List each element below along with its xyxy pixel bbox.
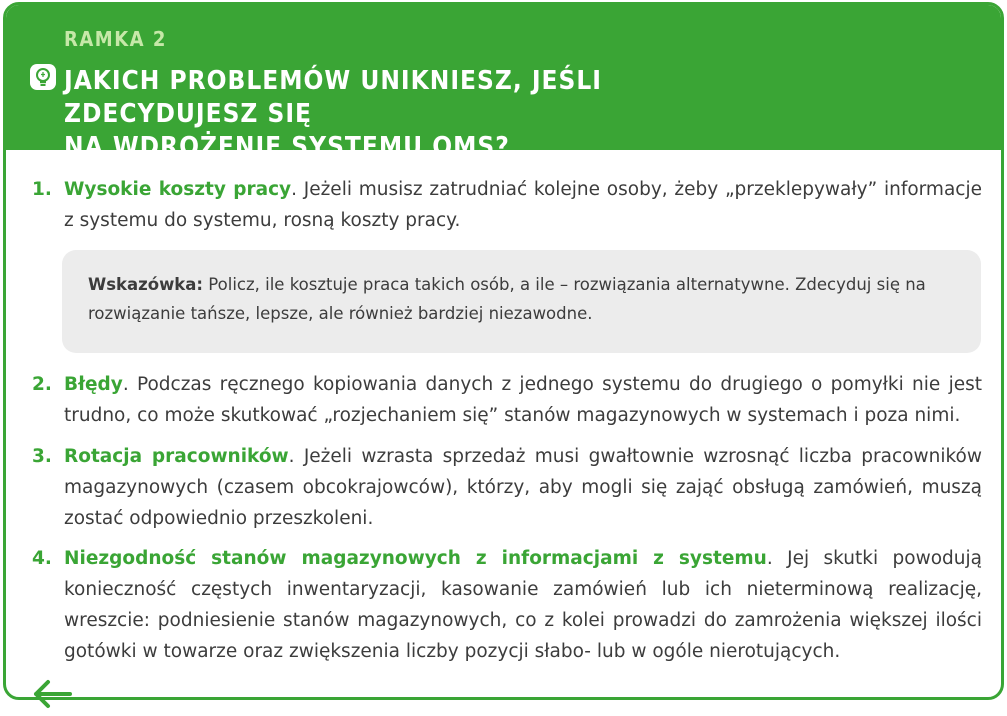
title-line-2: NA WDROŻENIE SYSTEMU OMS? — [64, 132, 510, 162]
item-text: . Jej skutki powodują konieczność częstych inwentaryzacji, kasowanie zamówień lub ich nieterminową realizację, wreszcie: podniesienie stanów magazynowych, co z kolei prowadzi do zamrożenia większej ilości gotówki w towarze oraz zwiększenia liczby pozycji słabo- lub w ogóle nierotujących. — [64, 548, 982, 662]
item-number: 4. — [32, 548, 52, 569]
item-lead: Wysokie koszty pracy — [64, 179, 292, 200]
item-text: . Jeżeli musisz zatrudniać kolejne osoby, żeby „przeklepywały” informacje z systemu do systemu, rosną koszty pracy. — [64, 179, 982, 231]
item-lead: Rotacja pracowników — [64, 446, 289, 467]
item-number: 1. — [32, 179, 52, 200]
item-lead: Błędy — [64, 374, 123, 395]
box-title — [64, 65, 784, 164]
item-number: 2. — [32, 374, 52, 395]
item-lead: Niezgodność stanów magazynowych z informacjami z systemu — [64, 548, 767, 569]
title-line-1: JAKICH PROBLEMÓW UNIKNIESZ, JEŚLI ZDECYDUJESZ SIĘ — [64, 66, 602, 129]
tip-text: Policz, ile kosztuje praca takich osób, a ile – rozwiązania alternatywne. Zdecyduj się na rozwiązanie tańsze, lepsze, ale również bardziej niezawodne. — [88, 275, 926, 323]
item-number: 3. — [32, 446, 52, 467]
list-item — [32, 369, 982, 431]
box-kicker: RAMKA 2 — [64, 27, 167, 51]
item-text: . Podczas ręcznego kopiowania danych z jednego systemu do drugiego o pomyłki nie jest trudno, co może skutkować „rozjechaniem się” stanów magazynowych w systemach i poza nimi. — [64, 374, 982, 426]
tip-label: Wskazówka: — [88, 275, 204, 294]
list-item — [32, 543, 982, 667]
list-item — [32, 441, 982, 534]
list-item — [32, 174, 982, 236]
arrow-left-icon[interactable] — [30, 676, 80, 712]
tip-box — [62, 250, 981, 353]
box-frame — [3, 2, 1004, 700]
item-text: . Jeżeli wzrasta sprzedaż musi gwałtownie wzrosnąć liczba pracowników magazynowych (czasem obcokrajowców), którzy, aby mogli się zająć obsługą zamówień, muszą zostać odpowiednio przeszkoleni. — [64, 446, 982, 529]
lightbulb-icon — [30, 64, 56, 90]
box-header — [6, 5, 1001, 162]
